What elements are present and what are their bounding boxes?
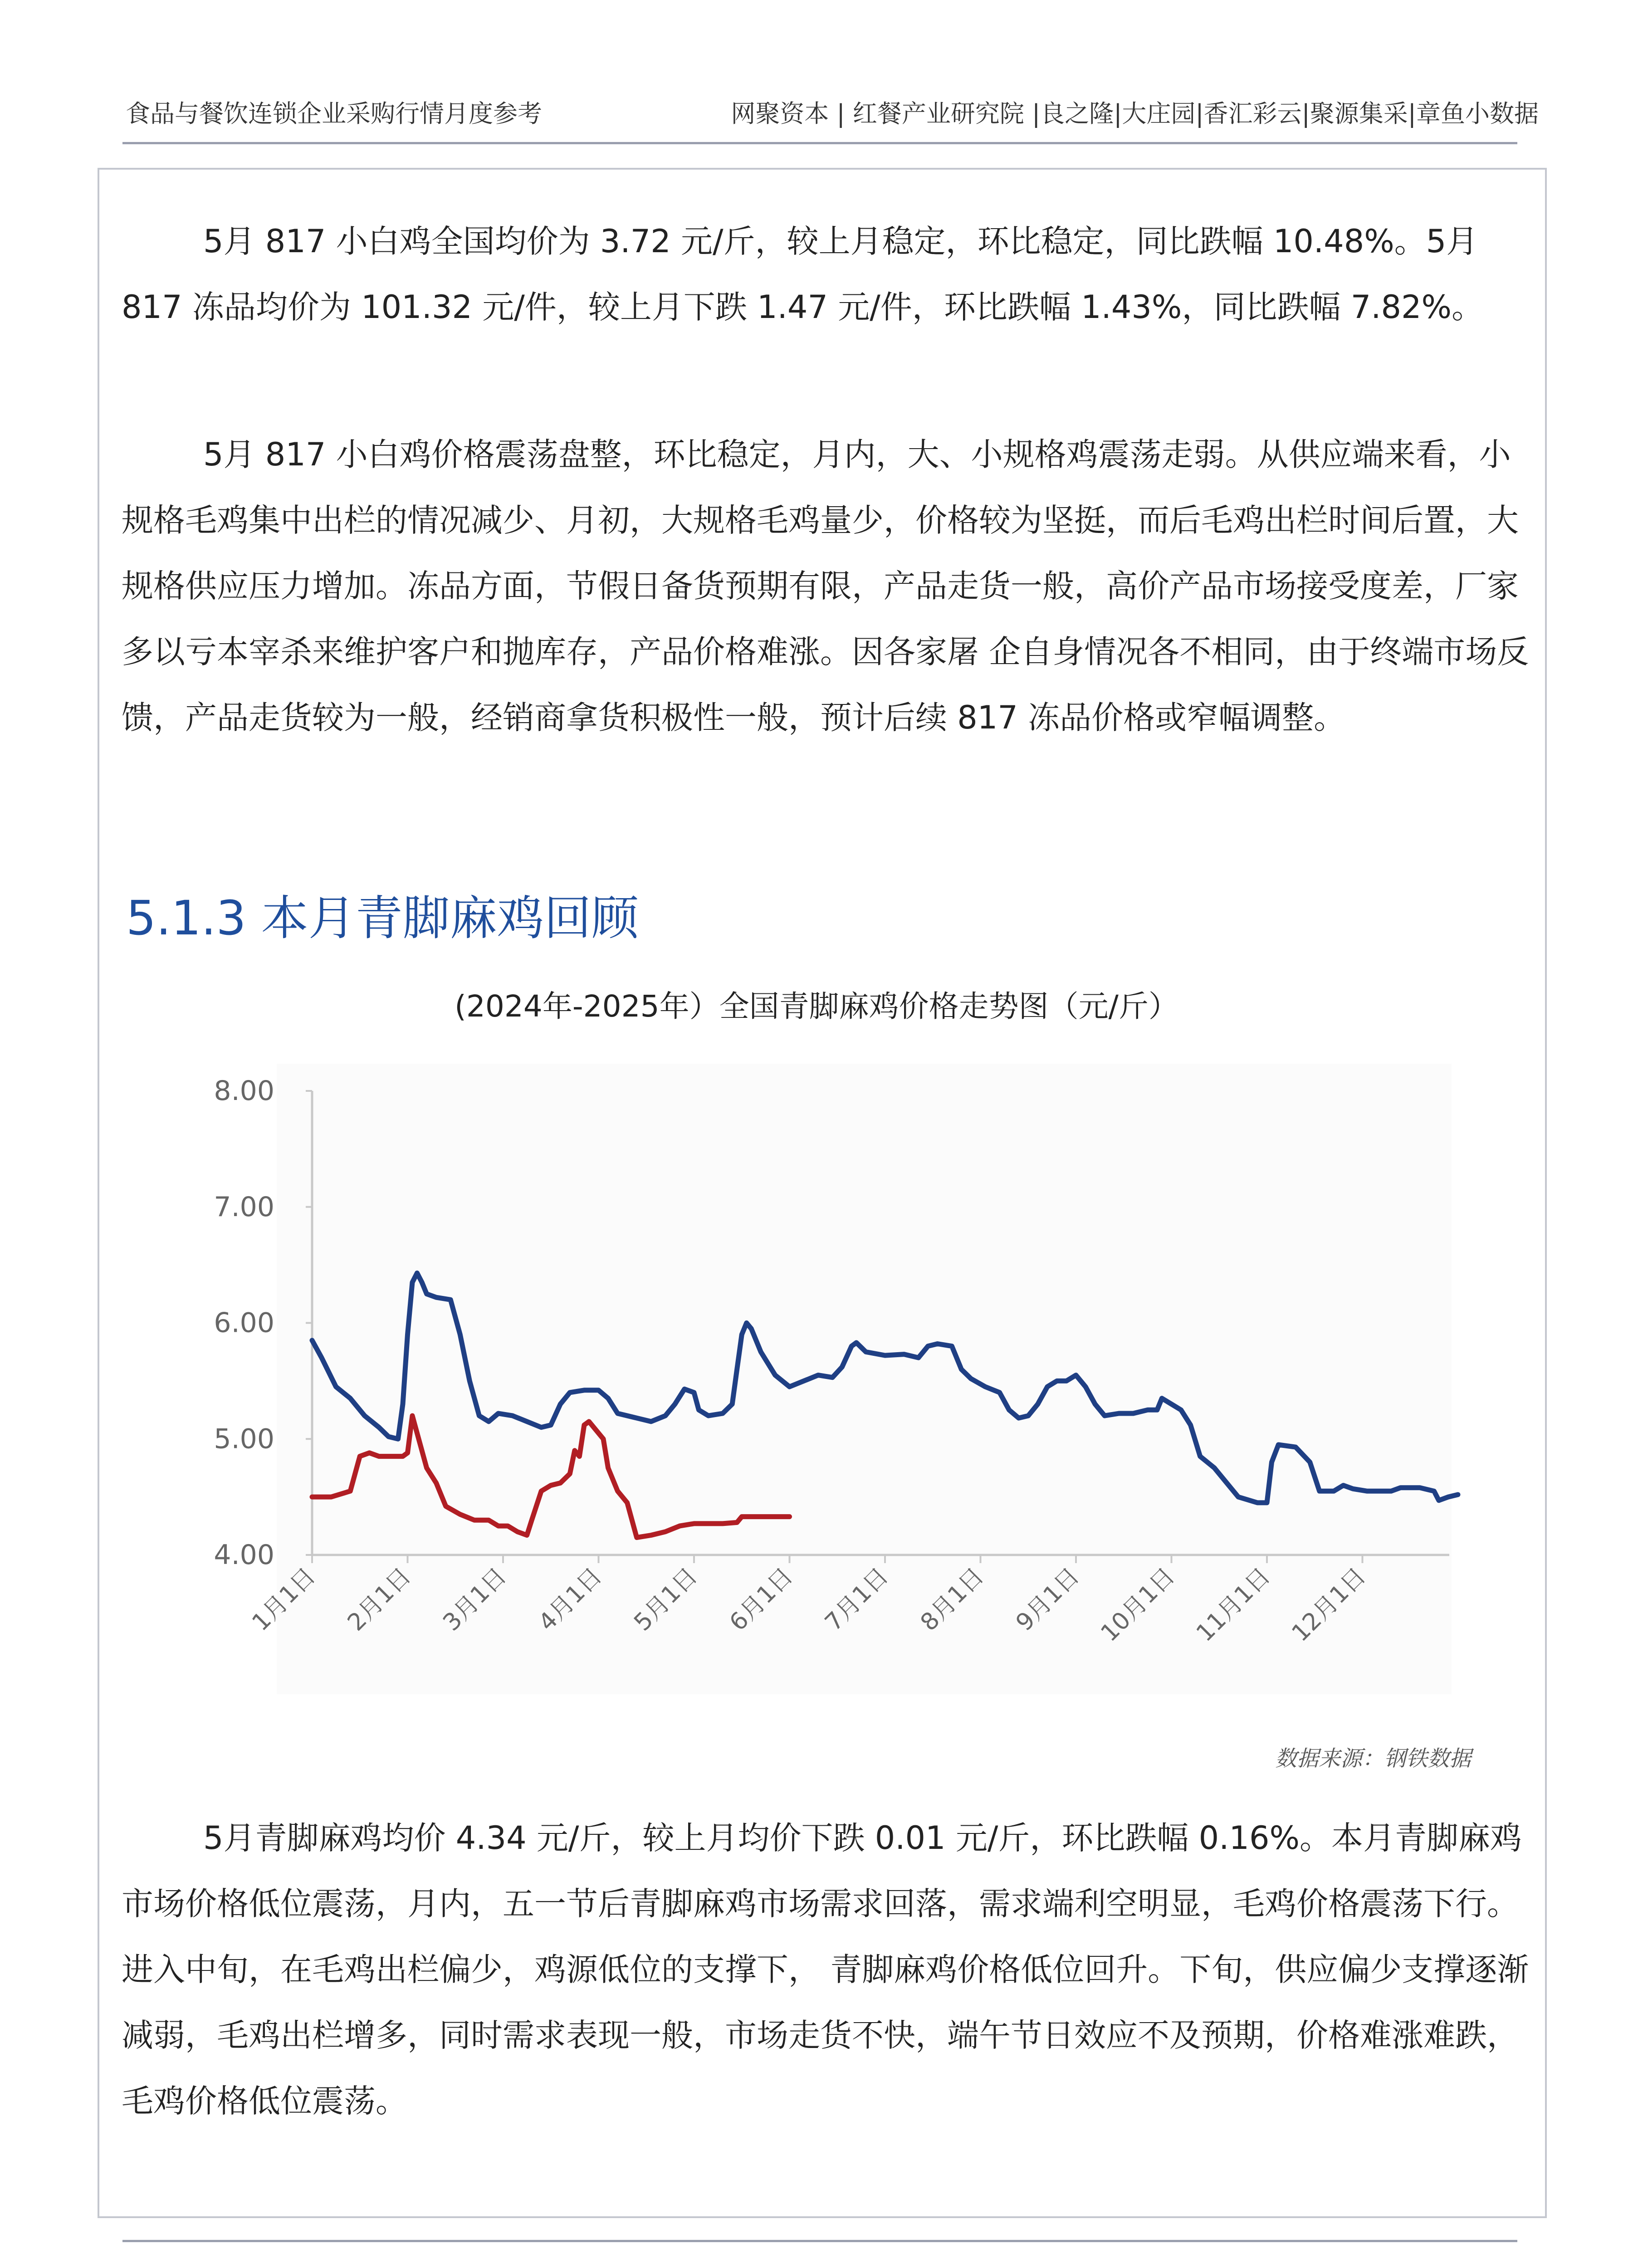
paragraph-817-broiler-prices: 5月 817 小白鸡全国均价为 3.72 元/斤，较上月稳定，环比稳定，同比跌幅 10.48%。5月 817 冻品均价为 101.32 元/件，较上月下跌 1.47 元/件，环比跌幅 1.43%，同比跌幅 7.82%。 bbox=[122, 223, 1484, 326]
y-tick-label: 8.00 bbox=[214, 1075, 274, 1107]
x-tick-label: 11月1日 bbox=[1191, 1562, 1276, 1647]
y-tick-label: 7.00 bbox=[214, 1191, 274, 1223]
section-heading: 5.1.3 本月青脚麻鸡回顾 bbox=[126, 890, 639, 946]
x-tick-label: 2月1日 bbox=[342, 1562, 416, 1637]
chart-title: (2024年-2025年）全国青脚麻鸡价格走势图（元/斤） bbox=[455, 989, 1178, 1024]
chart-source-note: 数据来源：钢铁数据 bbox=[1275, 1746, 1471, 1771]
x-tick-label: 10月1日 bbox=[1095, 1562, 1180, 1647]
x-tick-label: 12月1日 bbox=[1286, 1562, 1371, 1647]
header-publishers: 网聚资本 | 红餐产业研究院 |良之隆|大庄园|香汇彩云|聚源集采|章鱼小数据 bbox=[731, 99, 1539, 128]
y-tick-label: 4.00 bbox=[214, 1539, 274, 1571]
x-tick-label: 8月1日 bbox=[915, 1562, 989, 1637]
x-tick-label: 9月1日 bbox=[1011, 1562, 1085, 1637]
y-tick-label: 6.00 bbox=[214, 1307, 274, 1339]
footer-divider bbox=[122, 2240, 1517, 2242]
x-tick-label: 7月1日 bbox=[820, 1562, 894, 1637]
x-tick-label: 3月1日 bbox=[438, 1562, 512, 1637]
y-tick-label: 5.00 bbox=[214, 1423, 274, 1455]
x-tick-label: 5月1日 bbox=[629, 1562, 703, 1637]
paragraph-817-market-analysis: 5月 817 小白鸡价格震荡盘整，环比稳定，月内，大、小规格鸡震荡走弱。从供应端来看，小规格毛鸡集中出栏的情况减少、月初，大规格毛鸡量少，价格较为坚挺，而后毛鸡出栏时间后置，大规格供应压力增加。冻品方面，节假日备货预期有限，产品走货一般，高价产品市场接受度差，厂家多以亏本宰杀来维护客户和抛库存，产品价格难涨。因各家屠 企自身情况各不相同，由于终端市场反馈，产品走货较为一般，经销商拿货积极性一般，预计后续 817 冻品价格或窄幅调整。 bbox=[122, 436, 1529, 736]
x-tick-label: 1月1日 bbox=[247, 1562, 321, 1637]
x-tick-label: 6月1日 bbox=[724, 1562, 798, 1637]
header-report-title: 食品与餐饮连锁企业采购行情月度参考 bbox=[126, 99, 542, 128]
x-tick-label: 4月1日 bbox=[533, 1562, 607, 1637]
paragraph-green-foot-chicken-review: 5月青脚麻鸡均价 4.34 元/斤，较上月均价下跌 0.01 元/斤，环比跌幅 0.16%。本月青脚麻鸡市场价格低位震荡，月内，五一节后青脚麻鸡市场需求回落，需求端利空明显，毛鸡价格震荡下行。进入中旬，在毛鸡出栏偏少，鸡源低位的支撑下， 青脚麻鸡价格低位回升。下旬，供应偏少支撑逐渐减弱，毛鸡出栏增多，同时需求表现一般，市场走货不快，端午节日效应不及预期，价格难涨难跌，毛鸡价格低位震荡。 bbox=[122, 1819, 1529, 2120]
